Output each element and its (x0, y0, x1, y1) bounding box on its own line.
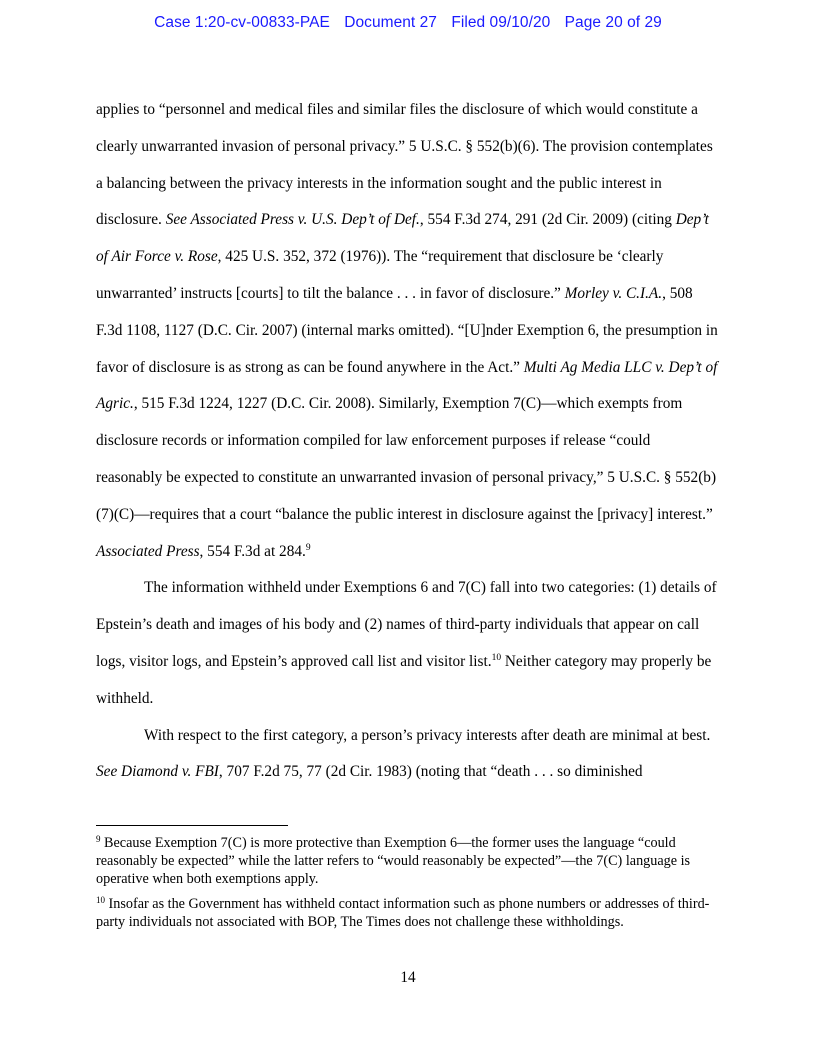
case-citation: Morley v. C.I.A. (564, 284, 663, 302)
text-run: , 554 F.3d at 284. (199, 542, 306, 560)
footnote-marker: 10 (96, 895, 105, 905)
case-citation: See Diamond v. FBI (96, 763, 219, 781)
case-header (0, 14, 816, 32)
footnote-text: Insofar as the Government has withheld contact information such as phone numbers or addresses of third-party individuals not associated with BOP, The Times does not challenge these withholdings. (96, 896, 710, 930)
text-run: applies to “personnel and medical files and similar files the disclosure of which would constitute a clearly unwarranted invasion of personal privacy.” 5 U.S.C. § 552(b)(6). The provision contemplates a balancing between the privacy interests in the information sought and the public interest in disclosure. (96, 101, 713, 229)
case-citation: See Associated Press v. U.S. Dep’t of Def. (165, 211, 420, 229)
page-number: 14 (400, 969, 416, 986)
text-run: The information withheld under Exemptions 6 and 7(C) fall into two categories: (1) details of Epstein’s death and images of his body and (2) names of third-party individuals that appear on call logs, visitor logs, and Epstein’s approved call list and visitor list. (96, 579, 717, 670)
footnote-9 (96, 834, 720, 888)
page-count: Page 20 of 29 (564, 14, 662, 31)
case-citation: Dep’t of Air Force v. Rose (96, 211, 709, 266)
text-run: Neither category may properly be withheld. (96, 652, 712, 707)
case-number: Case 1:20-cv-00833-PAE (154, 14, 330, 31)
paragraph-1 (96, 92, 720, 570)
main-text (96, 92, 720, 791)
footnote-text: Because Exemption 7(C) is more protective than Exemption 6—the former uses the language “could reasonably be expected” while the latter refers to “would reasonably be expected”—the 7(C) language is operative when both exemptions apply. (96, 835, 691, 887)
text-run: , 707 F.2d 75, 77 (2d Cir. 1983) (noting that “death . . . so diminished (218, 763, 643, 781)
paragraph-2 (96, 570, 720, 717)
text-run: , 515 F.3d 1224, 1227 (D.C. Cir. 2008). Similarly, Exemption 7(C)—which exempts from disclosure records or information compiled for law enforcement purposes if release “could reasonably be expected to constitute an unwarranted invasion of personal privacy,” 5 U.S.C. § 552(b)(7)(C)—requires that a court “balance the public interest in disclosure against the [privacy] interest.” (96, 395, 717, 523)
footnote-ref-9: 9 (305, 542, 311, 553)
footnote-marker: 9 (96, 834, 101, 844)
filed-date: Filed 09/10/20 (451, 14, 551, 31)
footnote-ref-10: 10 (491, 652, 502, 663)
footnote-divider (96, 825, 288, 826)
text-run: , 425 U.S. 352, 372 (1976)). The “requirement that disclosure be ‘clearly unwarranted’ instructs [courts] to tilt the balance . . . in favor of disclosure.” (96, 248, 664, 302)
case-citation: Associated Press (96, 542, 200, 560)
text-run: , 508 F.3d 1108, 1127 (D.C. Cir. 2007) (internal marks omitted). “[U]nder Exemption 6, the presumption in favor of disclosure is as strong as can be found anywhere in the Act.” (96, 284, 718, 376)
paragraph-3 (96, 718, 720, 792)
footnotes (96, 834, 720, 938)
text-run: , 554 F.3d 274, 291 (2d Cir. 2009) (citing (419, 211, 676, 229)
text-run: With respect to the first category, a person’s privacy interests after death are minimal at best. (144, 726, 711, 744)
case-citation: Multi Ag Media LLC v. Dep’t of Agric. (96, 358, 718, 413)
footnote-10 (96, 895, 720, 931)
document-number: Document 27 (344, 14, 437, 31)
